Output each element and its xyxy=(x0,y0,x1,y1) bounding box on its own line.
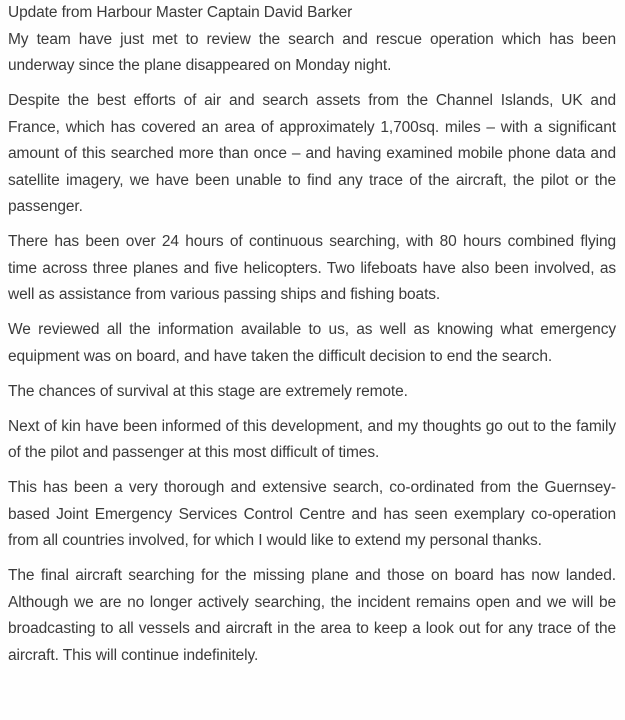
paragraph-survival-chances: The chances of survival at this stage are extremely remote. xyxy=(8,382,408,400)
paragraph-thanks: This has been a very thorough and extensive search, co-ordinated from the Guernsey-based Joint Emergency Services Control Centre and has seen exemplary co-operation from all countries involved, for which I would like to extend my personal thanks. xyxy=(8,479,616,549)
paragraph-search-hours: There has been over 24 hours of continuous searching, with 80 hours combined flying time across three planes and five helicopters. Two lifeboats have also been involved, as well as assistance from various passing ships and fishing boats. xyxy=(8,233,616,303)
paragraph-final-aircraft: The final aircraft searching for the missing plane and those on board has now landed. Although we are no longer actively searching, the incident remains open and we will be broadcasting to all vessels and aircraft in the area to keep a look out for any trace of the aircraft. This will continue indefinitely. xyxy=(8,567,616,664)
paragraph-next-of-kin: Next of kin have been informed of this development, and my thoughts go out to the family of the pilot and passenger at this most difficult of times. xyxy=(8,417,616,461)
paragraph-search-review: My team have just met to review the search and rescue operation which has been underway since the plane disappeared on Monday night. xyxy=(8,30,616,74)
paragraph-search-efforts: Despite the best efforts of air and search assets from the Channel Islands, UK and France, which has covered an area of approximately 1,700sq. miles – with a significant amount of this searched more than once – and having examined mobile phone data and satellite imagery, we have been unable to find any trace of the aircraft, the pilot or the passenger. xyxy=(8,92,616,215)
page-title: Update from Harbour Master Captain David Barker xyxy=(8,4,353,21)
paragraph-decision-to-end: We reviewed all the information available to us, as well as knowing what emergency equipment was on board, and have taken the difficult decision to end the search. xyxy=(8,321,616,365)
